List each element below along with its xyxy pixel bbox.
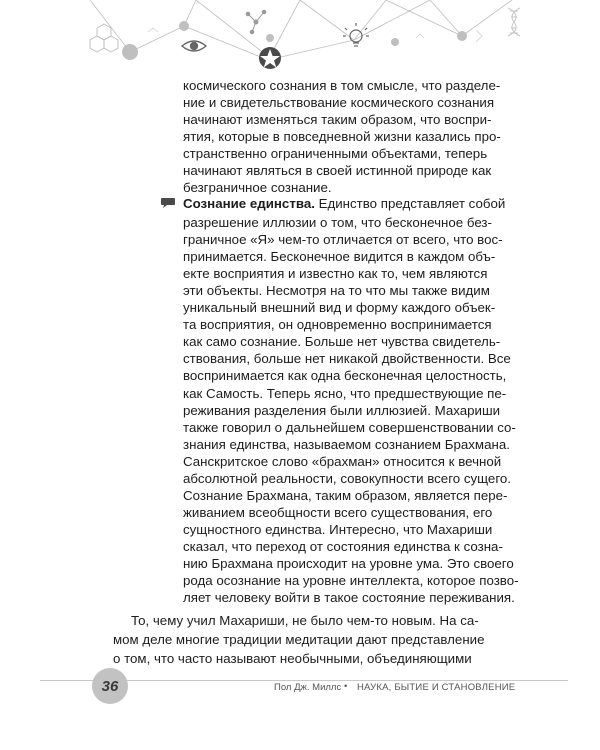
text-line: рода осознание на уровне интеллекта, которое позво- bbox=[183, 573, 519, 589]
text-line: уникальный внешний вид и форму каждого объек- bbox=[183, 300, 496, 316]
text-line: воспринимается как одна бесконечная целостность, bbox=[183, 368, 507, 384]
text-line: начинают являться в своей истинной природе как bbox=[183, 163, 492, 178]
text-line: та восприятия, он одновременно воспринимается bbox=[183, 317, 492, 333]
text-line: ние и свидетельствование космического сознания bbox=[183, 95, 495, 110]
text-line: странственно ограниченными объектами, теперь bbox=[183, 146, 488, 161]
text-line: как Самость. Теперь ясно, что предшествующие пе- bbox=[183, 385, 507, 401]
text-line: Сознание Брахмана, таким образом, является пере- bbox=[183, 487, 508, 503]
text-line: принимается. Бесконечное видится в каждом объ- bbox=[183, 249, 496, 265]
text-line: ятия, которые в повседневной жизни казались про- bbox=[183, 129, 501, 144]
footer-separator: • bbox=[344, 681, 348, 692]
footer-book-title: НАУКА, БЫТИЕ И СТАНОВЛЕНИЕ bbox=[357, 682, 516, 693]
text-line: эти объекты. Несмотря на то что мы также видим bbox=[183, 283, 490, 299]
text-line: сущностного единства. Интересно, что Махариши bbox=[183, 521, 493, 537]
page-number-badge bbox=[92, 668, 128, 704]
text-line: ствования, больше нет никакой двойственности. Все bbox=[183, 351, 511, 367]
text-line: также говорил о дальнейшем совершенствовании со- bbox=[183, 419, 516, 435]
text-line: реживания разделения были иллюзией. Махариши bbox=[183, 402, 501, 418]
text-line: о том, что часто называют необычными, объединяющими bbox=[113, 651, 472, 666]
text-line: живанием всеобщности всего существования, его bbox=[183, 504, 493, 520]
text-line: абсолютной реальности, совокупности всего сущего. bbox=[183, 470, 511, 486]
text-line: космического сознания в том смысле, что разделе- bbox=[183, 78, 501, 93]
page-number: 36 bbox=[101, 677, 119, 695]
section-first-line bbox=[183, 194, 505, 213]
text-line: екте восприятия и известно как то, чем являются bbox=[183, 266, 488, 282]
text-line: разрешение иллюзии о том, что бесконечное без- bbox=[183, 215, 492, 230]
section-heading: Сознание единства. bbox=[183, 196, 315, 211]
text-line: начинают изменяться таким образом, что воспри- bbox=[183, 112, 492, 127]
text-line: сказал, что переход от состояния единства к созна- bbox=[183, 538, 503, 554]
text-line: Единство представляет собой bbox=[314, 196, 506, 211]
text-line: ляет человеку войти в такое состояние переживания. bbox=[183, 590, 515, 606]
text-line: мом деле многие традиции медитации дают представление bbox=[113, 632, 485, 647]
text-line: безграничное сознание. bbox=[183, 180, 332, 195]
text-line: как само сознание. Больше нет чувства свидетель- bbox=[183, 334, 501, 350]
text-line: граничное «Я» чем-то отличается от всего, что вос- bbox=[183, 232, 503, 248]
text-line: То, чему учил Махариши, не было чем-то новым. На са- bbox=[131, 613, 479, 628]
text-line: Санскритское слово «брахман» относится к вечной bbox=[183, 453, 502, 469]
speech-bubble-icon bbox=[160, 197, 176, 209]
footer-author: Пол Дж. Миллс bbox=[274, 682, 342, 693]
text-line: знания единства, называемом сознанием Брахмана. bbox=[183, 436, 510, 452]
text-line: нию Брахмана происходит на уровне ума. Это своего bbox=[183, 556, 514, 571]
